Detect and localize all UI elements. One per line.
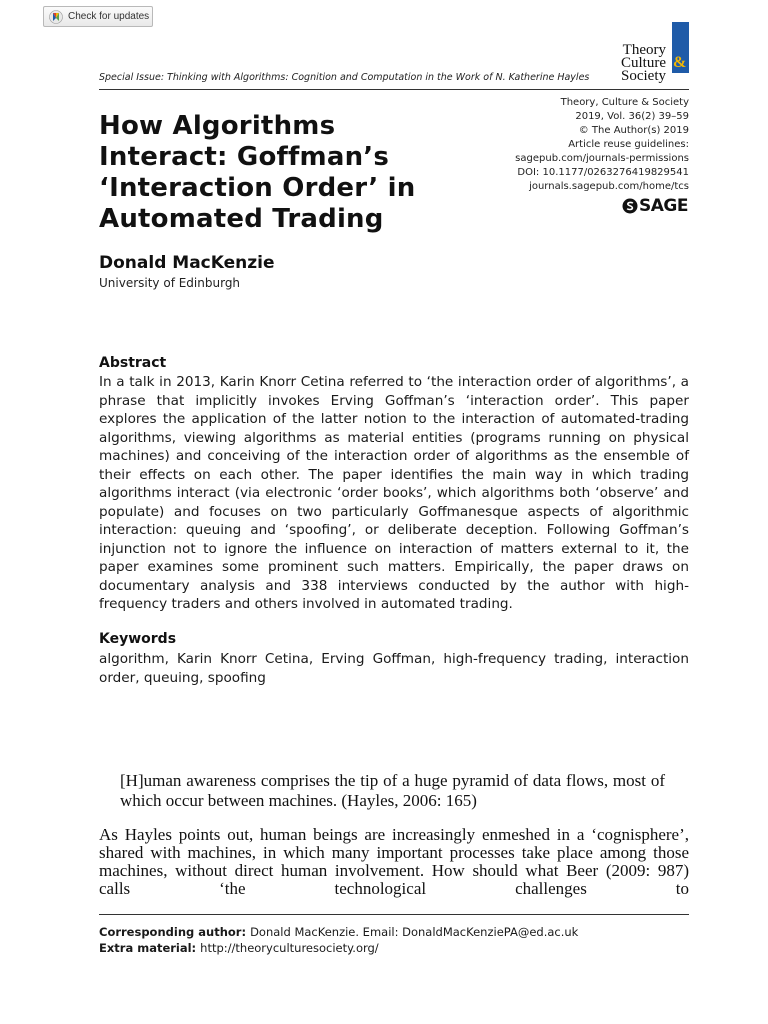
check-for-updates-button[interactable] [43, 6, 153, 27]
keywords-heading: Keywords [99, 631, 177, 647]
epigraph-quote: [H]uman awareness comprises the tip of a huge pyramid of data flows, most of which occur between machines. (Hayles, 2006: 165) [120, 771, 665, 810]
extra-material-line [99, 940, 578, 956]
body-paragraph: As Hayles points out, human beings are increasingly enmeshed in a ‘cognisphere’, shared with machines, in which many important processes take place among those machines, without direct human involvement. How should what Beer (2009: 987) calls ‘the technological challenges to [99, 825, 689, 898]
journal-logo-line-3: Society [621, 68, 666, 84]
footer-divider [99, 914, 689, 915]
check-for-updates-label: Check for updates [68, 11, 150, 22]
author-affiliation: University of Edinburgh [99, 276, 241, 290]
journal-logo [621, 44, 666, 83]
title-line-1: How Algorithms [99, 111, 336, 141]
meta-copyright: © The Author(s) 2019 [578, 125, 689, 136]
meta-journal: Theory, Culture & Society [560, 97, 689, 108]
publisher-name: SAGE [639, 196, 688, 216]
corresponding-author-text[interactable]: Donald MacKenzie. Email: DonaldMacKenziePA@ed.ac.uk [250, 925, 579, 939]
journal-logo-line-2: Culture [621, 55, 666, 71]
header-divider [99, 89, 689, 90]
sage-s-icon [622, 198, 638, 214]
journal-logo-ampersand: & [673, 54, 687, 71]
publisher-logo [622, 196, 688, 216]
abstract-text: In a talk in 2013, Karin Knorr Cetina referred to ‘the interaction order of algorithms’, a phrase that implicitly invokes Erving Goffman’s ‘interaction order’. This paper explores the application of the latter notion to the interaction of automated-trading algorithms, viewing algorithms as material entities (programs running on physical machines) and conceiving of the interaction order of algorithms as the ensemble of their effects on each other. The paper identifies the main way in which trading algorithms interact (via electronic ‘order books’, which algorithms both ‘observe’ and populate) and focuses on two particularly Goffmanesque aspects of algorithmic interaction: queuing and ‘spoofing’, or deliberate deception. Following Goffman’s injunction not to ignore the influence on interaction of matters external to it, the paper examines some prominent such matters. Empirically, the paper draws on documentary analysis and 338 interviews conducted by the author with high-frequency traders and others involved in automated trading. [99, 374, 689, 612]
footer-notes [99, 924, 578, 956]
keywords-text: algorithm, Karin Knorr Cetina, Erving Goffman, high-frequency trading, interaction order, queuing, spoofing [99, 651, 689, 686]
title-line-4: Automated Trading [99, 204, 384, 234]
title-line-2: Interact: Goffman’s [99, 142, 390, 172]
article-meta [515, 96, 689, 194]
abstract-heading: Abstract [99, 355, 167, 371]
extra-material-label: Extra material: [99, 941, 201, 955]
meta-doi[interactable]: DOI: 10.1177/0263276419829541 [517, 167, 689, 178]
crossmark-icon [49, 10, 63, 24]
corresponding-author-label: Corresponding author: [99, 925, 251, 939]
author-name: Donald MacKenzie [99, 253, 275, 273]
meta-home-link[interactable]: journals.sagepub.com/home/tcs [529, 181, 689, 192]
meta-permissions-link[interactable]: sagepub.com/journals-permissions [515, 153, 689, 164]
journal-logo-line-1: Theory [622, 42, 666, 58]
meta-volume: 2019, Vol. 36(2) 39–59 [575, 111, 689, 122]
meta-reuse: Article reuse guidelines: [568, 139, 689, 150]
corresponding-author-line [99, 924, 578, 940]
article-title [99, 111, 459, 235]
extra-material-link[interactable]: http://theoryculturesociety.org/ [200, 941, 379, 955]
special-issue-line: Special Issue: Thinking with Algorithms: Cognition and Computation in the Work of N. Katherine Hayles [99, 72, 590, 83]
title-line-3: ‘Interaction Order’ in [99, 173, 416, 203]
